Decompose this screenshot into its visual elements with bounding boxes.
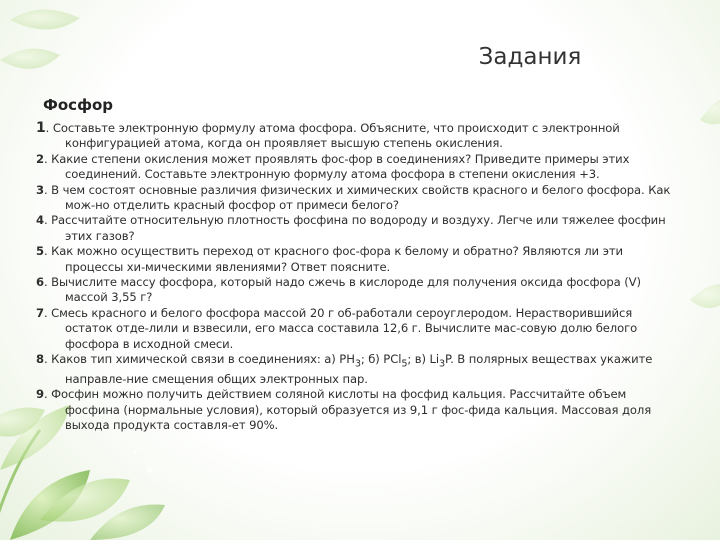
task-text: В чем состоят основные различия физических и химических свойств красного и белого фосфора. Как мож-но отделить красный фосфор от примеси белого? [51, 182, 671, 213]
task-number: 6 [36, 275, 44, 290]
task-number: 5 [36, 244, 44, 259]
task-item: 9. Фосфин можно получить действием соляной кислоты на фосфид кальция. Рассчитайте объем фосфина (нормальные условия), который образуется из 9,1 г фос-фида кальция. Массовая доля выхода продукта составля-ет 90%. [36, 387, 652, 433]
task-item: 8. Каков тип химической связи в соединениях: а) $PH_3$; б) PCl$_5$; в) $Li_3P$. В полярных веществах укажите направле-ние смещения общих электронных пар. [36, 352, 653, 386]
leaf-icon [0, 9, 80, 68]
task-number: 3 [36, 182, 44, 197]
task-text: Какие степени окисления может проявлять фос-фор в соединениях? Приведите примеры этих соединений. Составьте электронную формулу атома фосфора в степени окисления +3. [51, 151, 630, 182]
section-heading: Фосфор [43, 96, 113, 114]
slide-title: Задания [478, 44, 582, 70]
task-text: Каков тип химической связи в соединениях: а) $PH_3$; б) PCl$_5$; в) $Li_3P$. В полярных веществах укажите направле-ние смещения общих электронных пар. [51, 352, 653, 386]
task-number: 1 [36, 120, 46, 136]
task-number: 2 [36, 151, 44, 166]
task-number: 7 [36, 305, 44, 320]
task-number: 4 [36, 213, 44, 228]
task-text: Составьте электронную формулу атома фосфора. Объясните, что происходит с электронной конфигурацией атома, когда он проявляет высшую степень окисления. [52, 121, 620, 151]
task-text: Рассчитайте относительную плотность фосфина по водороду и воздуху. Легче или тяжелее фосфин этих газов? [51, 213, 666, 243]
task-number: 8 [36, 352, 44, 367]
task-item: 3. В чем состоят основные различия физических и химических свойств красного и белого фосфора. Как мож-но отделить красный фосфор от примеси белого? [36, 182, 671, 213]
task-item: 1. Составьте электронную формулу атома фосфора. Объясните, что происходит с электронной конфигурацией атома, когда он проявляет высшую степень окисления. [36, 120, 620, 151]
task-text: Фосфин можно получить действием соляной кислоты на фосфид кальция. Рассчитайте объем фосфина (нормальные условия), который образуется из 9,1 г фос-фида кальция. Массовая доля выхода продукта составля-ет 90%. [51, 387, 652, 433]
task-item: 4. Рассчитайте относительную плотность фосфина по водороду и воздуху. Легче или тяжелее фосфин этих газов? [36, 213, 666, 243]
task-text: Вычислите массу фосфора, который надо сжечь в кислороде для получения оксида фосфора (V) массой 3,55 г? [51, 275, 641, 305]
task-item: 2. Какие степени окисления может проявлять фос-фор в соединениях? Приведите примеры этих соединений. Составьте электронную формулу атома фосфора в степени окисления +3. [36, 151, 630, 182]
task-list [36, 121, 676, 433]
task-item: 6. Вычислите массу фосфора, который надо сжечь в кислороде для получения оксида фосфора (V) массой 3,55 г? [36, 275, 641, 305]
task-item: 5. Как можно осуществить переход от красного фос-фора к белому и обратно? Являются ли эти процессы хи-мическими явлениями? Ответ поясните. [36, 244, 623, 274]
leaf-right-icon [690, 98, 720, 309]
task-text: Как можно осуществить переход от красного фос-фора к белому и обратно? Являются ли эти процессы хи-мическими явлениями? Ответ поясните. [51, 244, 623, 274]
task-text: Смесь красного и белого фосфора массой 20 г об-работали сероуглеродом. Нерастворившийся остаток отде-лили и взвесили, его масса составила 12,6 г. Вычислите мас-совую долю белого фосфора в исходной смеси. [51, 305, 638, 351]
task-number: 9 [36, 387, 44, 402]
task-item: 7. Смесь красного и белого фосфора массой 20 г об-работали сероуглеродом. Нерастворившийся остаток отде-лили и взвесили, его масса составила 12,6 г. Вычислите мас-совую долю белого фосфора в исходной смеси. [36, 305, 638, 351]
